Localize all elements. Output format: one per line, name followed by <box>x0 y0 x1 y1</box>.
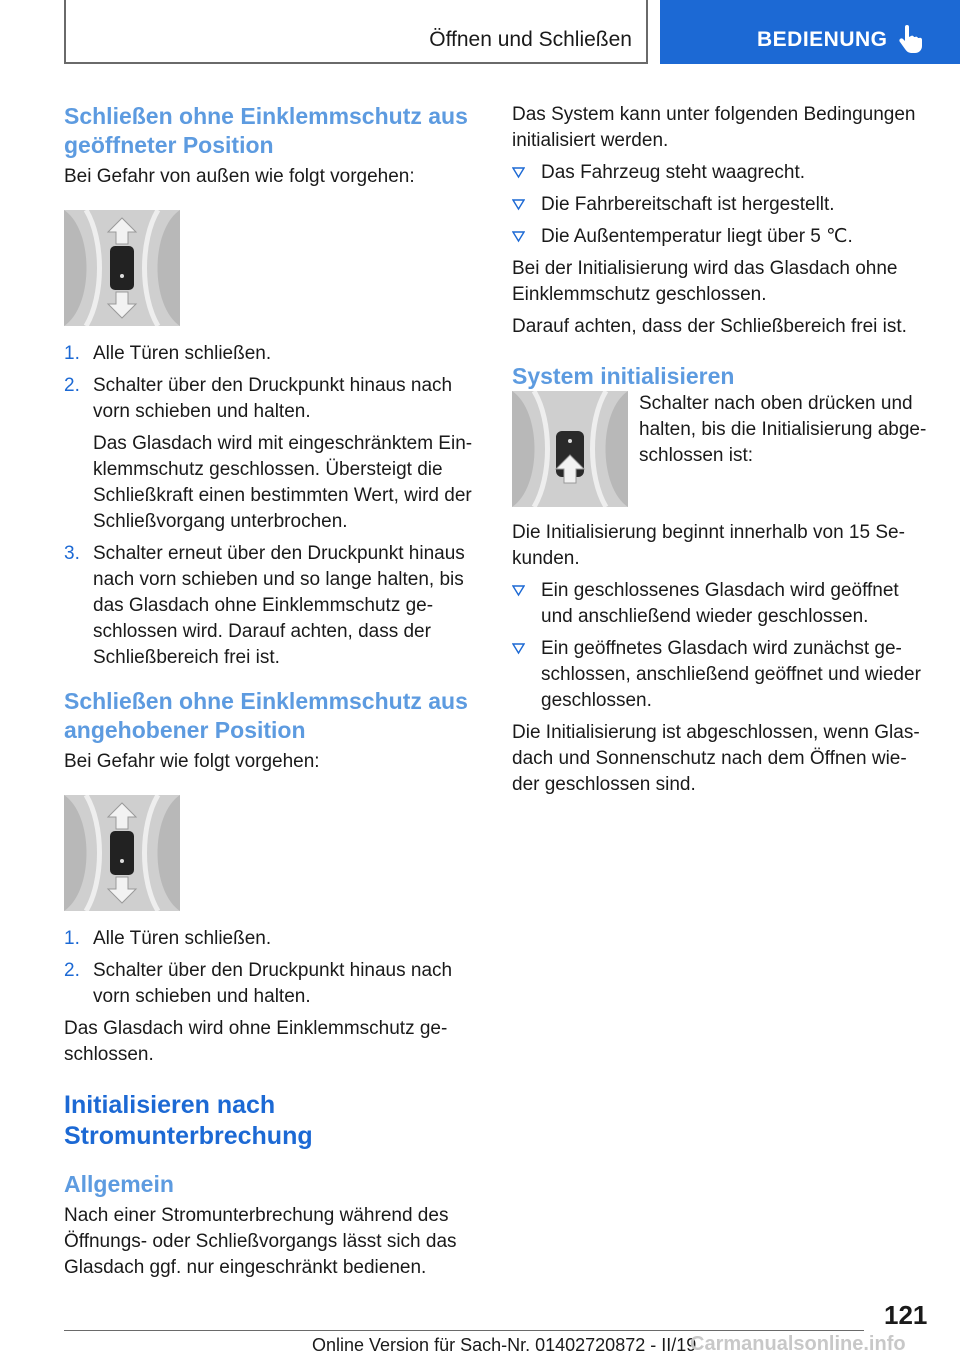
list-item <box>64 373 484 535</box>
step-number: 3. <box>64 543 80 564</box>
init-warning: Darauf achten, dass der Schließbereich frei ist. <box>512 316 907 337</box>
conditions-list <box>512 160 932 250</box>
step-note: Das Glasdach wird mit eingeschränktem Ein-klemmschutz geschlossen. Übersteigt die Schließkraft einen bestimmten Wert, wird der Schließvorgang unterbrochen. <box>93 433 473 532</box>
condition-text: Die Fahrbereitschaft ist hergestellt. <box>541 194 835 215</box>
watermark-text: Carmanualsonline.info <box>690 1333 906 1355</box>
step-text: Schalter erneut über den Druckpunkt hinaus nach vorn schieben und so lange halten, bis das Glasdach ohne Einklemmschutz ge-schlossen wird. Darauf achten, dass der Schließbereich frei ist. <box>93 543 465 668</box>
step-number: 2. <box>64 375 80 396</box>
condition-text: Das Fahrzeug steht waagrecht. <box>541 162 806 183</box>
step-number: 2. <box>64 960 80 981</box>
steps-list-2 <box>64 926 484 1010</box>
step-text: Alle Türen schließen. <box>93 343 272 364</box>
list-item <box>64 958 484 1010</box>
init-start-text: Die Initialisierung beginnt innerhalb von 15 Se-kunden. <box>512 522 905 569</box>
triangle-bullet-icon <box>512 166 525 179</box>
step-number: 1. <box>64 343 80 364</box>
section-title: Öffnen und Schließen <box>429 28 632 51</box>
triangle-bullet-icon <box>512 230 525 243</box>
roof-switch-down-image <box>64 795 180 911</box>
triangle-bullet-icon <box>512 198 525 211</box>
init-behavior-list <box>512 578 932 714</box>
section-intro: Bei Gefahr von außen wie folgt vorgehen: <box>64 166 415 187</box>
list-item <box>64 541 484 671</box>
behavior-text: Ein geöffnetes Glasdach wird zunächst ge-schlossen, anschließend geöffnet und wieder geschlossen. <box>541 638 921 711</box>
condition-text: Die Außentemperatur liegt über 5 ℃. <box>541 226 853 247</box>
section-heading-initialize: Initialisieren nach Stromunterbrechung <box>64 1091 313 1150</box>
step-text: Schalter über den Druckpunkt hinaus nach vorn schieben und halten. <box>93 960 453 1007</box>
hand-pointer-icon <box>898 24 924 54</box>
conditions-intro: Das System kann unter folgenden Bedingungen initialisiert werden. <box>512 104 916 151</box>
section-heading-open-position: Schließen ohne Einklemmschutz aus geöffneter Position <box>64 103 468 158</box>
page-number: 121 <box>884 1300 928 1330</box>
triangle-bullet-icon <box>512 584 525 597</box>
step-text: Schalter über den Druckpunkt hinaus nach vorn schieben und halten. <box>93 375 453 422</box>
footer-divider <box>64 1330 864 1331</box>
section-heading-system-init: System initialisieren <box>512 363 735 389</box>
list-item <box>512 224 932 250</box>
footer-version-text: Online Version für Sach-Nr. 01402720872 - II/19 <box>312 1335 697 1355</box>
roof-switch-down-image <box>64 210 180 326</box>
init-complete-text: Die Initialisierung ist abgeschlossen, wenn Glas-dach und Sonnenschutz nach dem Öffnen wie-der geschlossen sind. <box>512 722 920 795</box>
roof-switch-up-image <box>512 391 628 507</box>
list-item <box>64 926 484 952</box>
chapter-tab[interactable] <box>660 0 960 64</box>
triangle-bullet-icon <box>512 642 525 655</box>
header-section-box <box>64 0 648 64</box>
left-column <box>64 102 484 1281</box>
list-item <box>512 578 932 630</box>
steps-list-1 <box>64 341 484 671</box>
chapter-label: BEDIENUNG <box>757 28 888 51</box>
list-item <box>512 160 932 186</box>
behavior-text: Ein geschlossenes Glasdach wird geöffnet und anschließend wieder geschlossen. <box>541 580 899 627</box>
general-text: Nach einer Stromunterbrechung während des Öffnungs- oder Schließvorgangs lässt sich das Glasdach ggf. nur eingeschränkt bedienen. <box>64 1205 457 1278</box>
section-intro: Bei Gefahr wie folgt vorgehen: <box>64 751 320 772</box>
list-item <box>64 341 484 367</box>
list-item <box>512 636 932 714</box>
step-number: 1. <box>64 928 80 949</box>
subheading-general: Allgemein <box>64 1171 174 1197</box>
right-column <box>512 102 932 798</box>
section-outro: Das Glasdach wird ohne Einklemmschutz ge-schlossen. <box>64 1018 448 1065</box>
step-text: Alle Türen schließen. <box>93 928 272 949</box>
system-init-instruction: Schalter nach oben drücken und halten, bis die Initialisierung abge-schlossen ist: <box>639 393 927 466</box>
section-heading-raised-position: Schließen ohne Einklemmschutz aus angehobener Position <box>64 688 468 743</box>
system-init-row <box>512 391 932 507</box>
list-item <box>512 192 932 218</box>
init-text: Bei der Initialisierung wird das Glasdach ohne Einklemmschutz geschlossen. <box>512 258 898 305</box>
